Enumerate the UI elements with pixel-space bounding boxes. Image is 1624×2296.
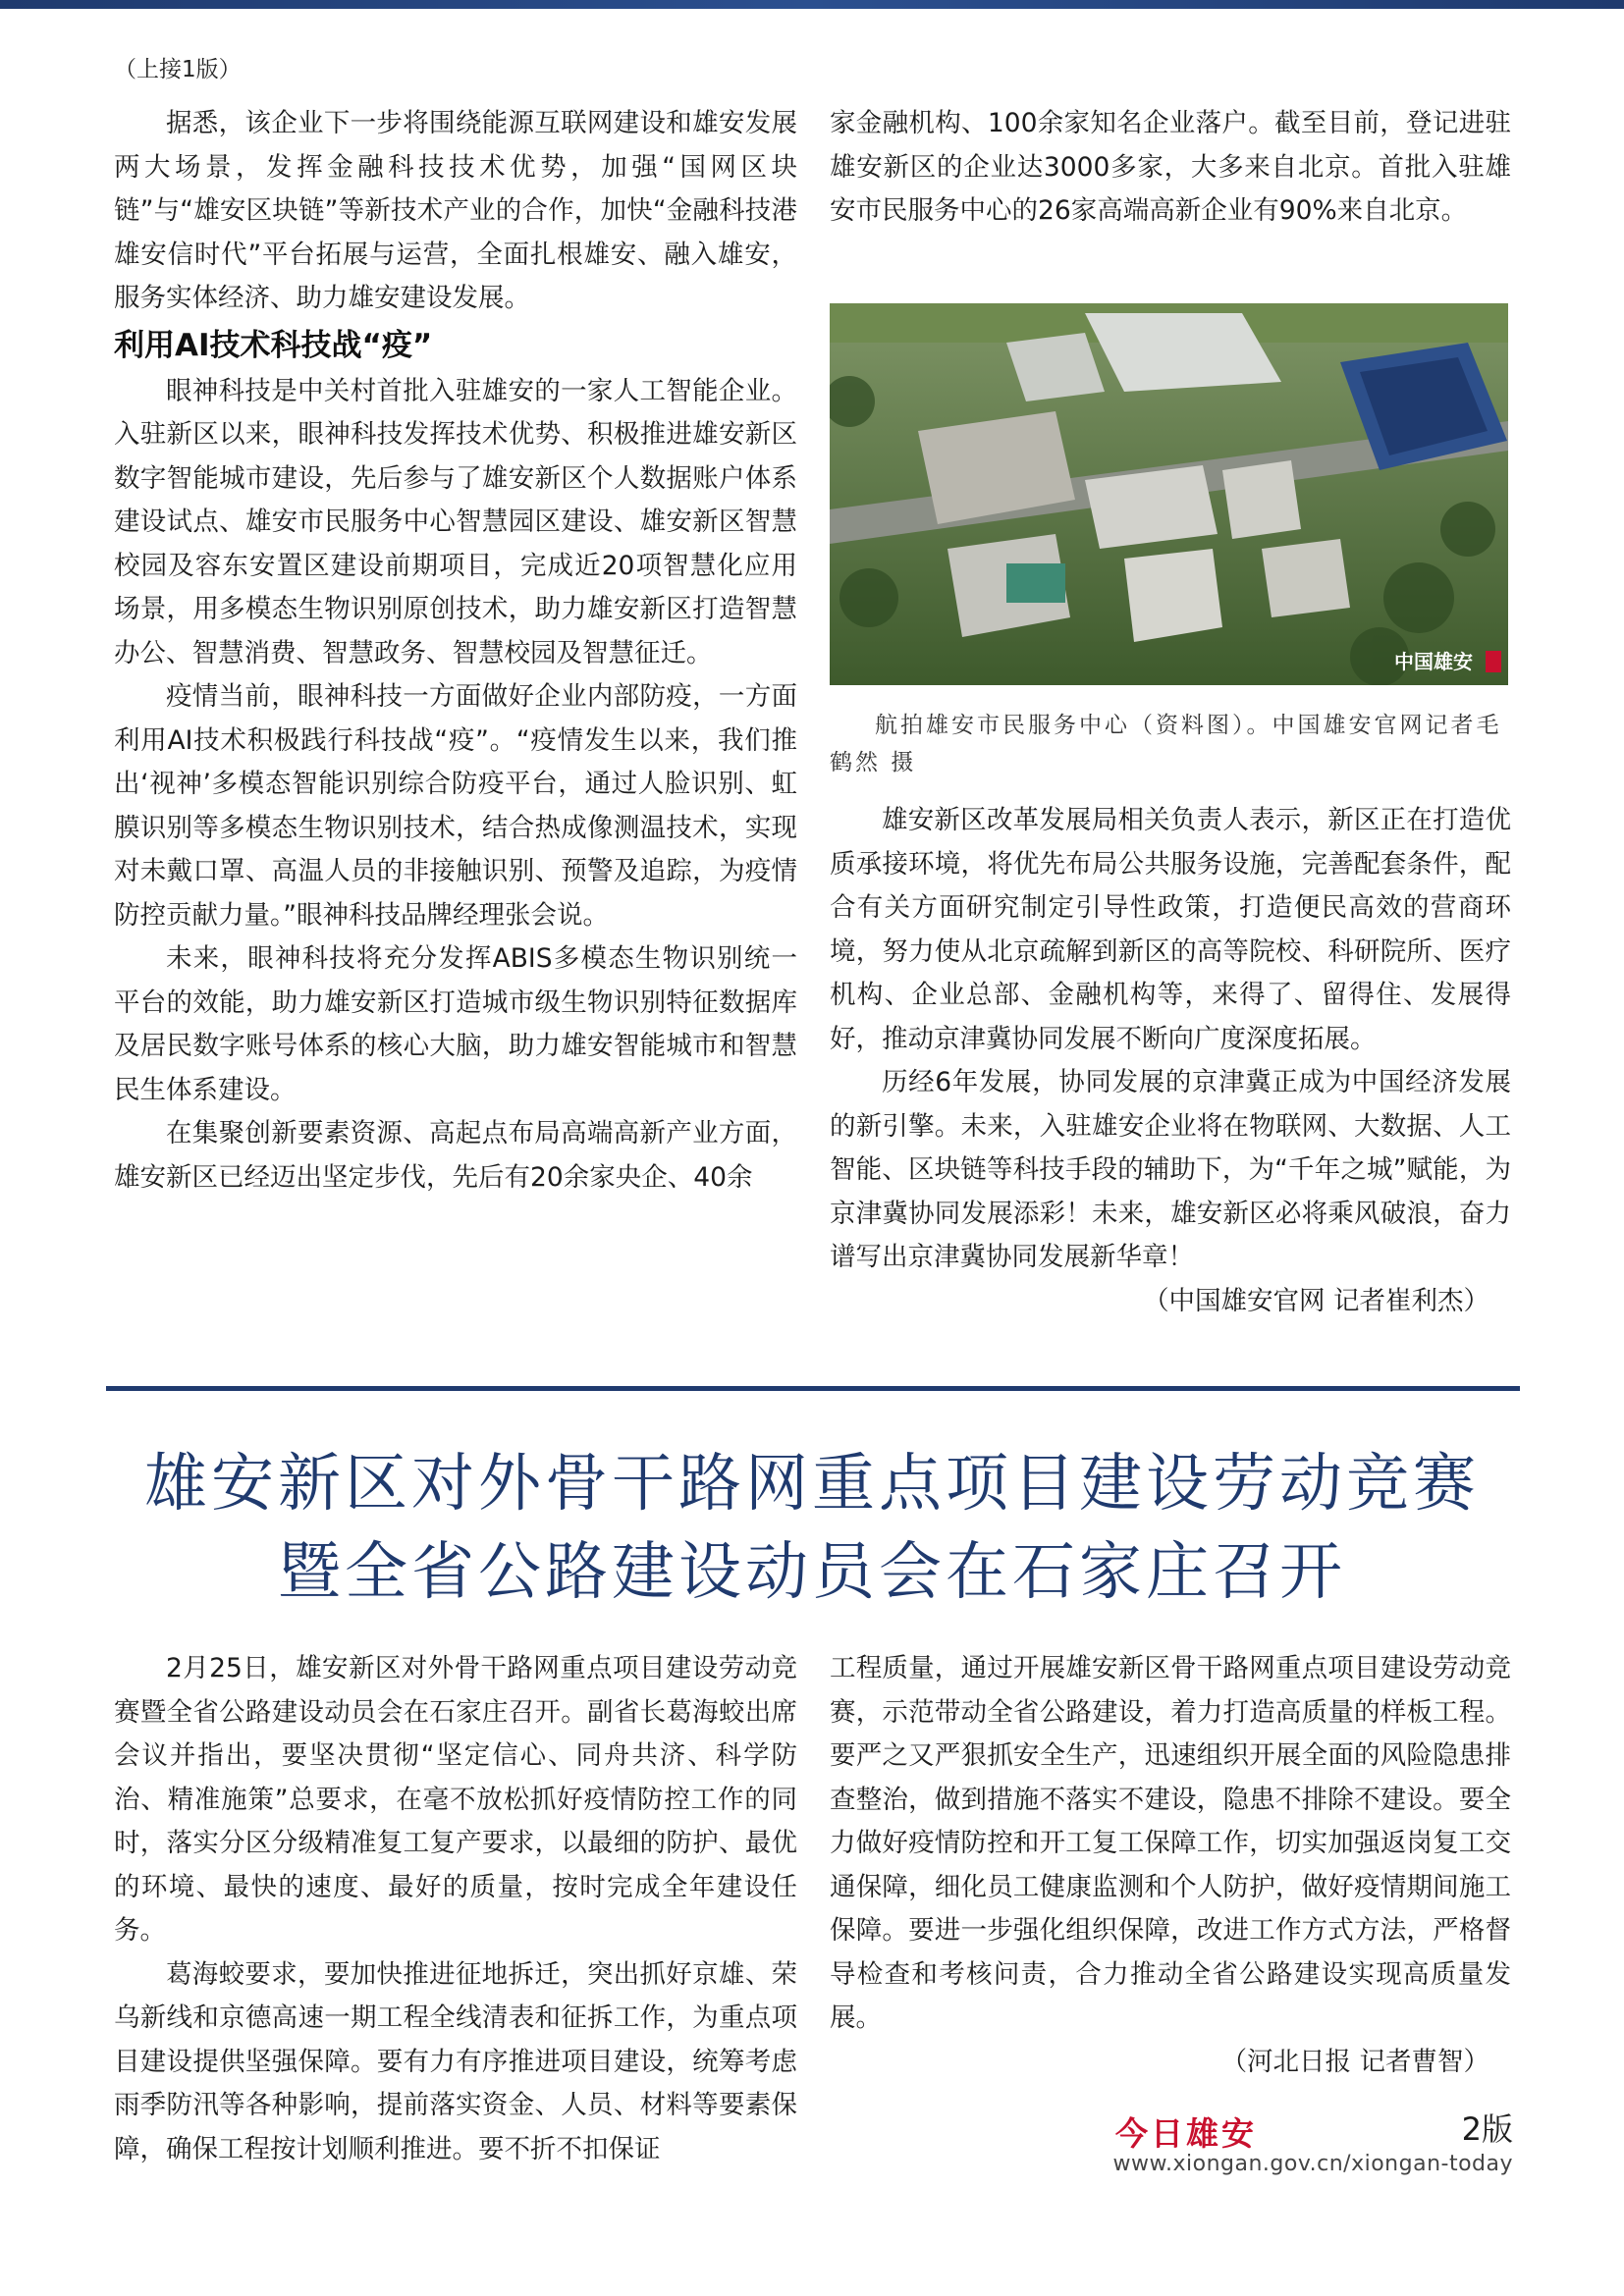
aerial-photo: [830, 303, 1508, 685]
paragraph: 历经6年发展，协同发展的京津冀正成为中国经济发展的新引擎。未来，入驻雄安企业将在物联网、大数据、人工智能、区块链等科技手段的辅助下，为“千年之城”赋能，为京津冀协同发展添彩！未来，雄安新区必将乘风破浪，奋力谱写出京津冀协同发展新华章！: [830, 1067, 1511, 1272]
article1-right-column-top: [830, 102, 1511, 234]
photo-caption: 航拍雄安市民服务中心（资料图）。中国雄安官网记者毛鹤然 摄: [830, 713, 1502, 775]
article1-right-column-bottom: [830, 799, 1511, 1323]
section-divider: [106, 1386, 1520, 1391]
article2-left-column: [114, 1647, 797, 2171]
article2-right-column: [830, 1647, 1511, 2084]
byline: （河北日报 记者曹智）: [1220, 2046, 1489, 2077]
newspaper-logo: 今日雄安: [1115, 2114, 1257, 2153]
paragraph: 据悉，该企业下一步将围绕能源互联网建设和雄安发展两大场景，发挥金融科技技术优势，加强“国网区块链”与“雄安区块链”等新技术产业的合作，加快“金融科技港雄安信时代”平台拓展与运营，全面扎根雄安、融入雄安，服务实体经济、助力雄安建设发展。: [114, 108, 797, 313]
footer-url[interactable]: www.xiongan.gov.cn/xiongan-today: [1112, 2152, 1513, 2176]
watermark-seal: [1486, 651, 1501, 672]
continuation-note: （上接1版）: [114, 57, 242, 82]
byline: （中国雄安官网 记者崔利杰）: [1143, 1285, 1489, 1316]
paragraph: 眼神科技是中关村首批入驻雄安的一家人工智能企业。入驻新区以来，眼神科技发挥技术优势、积极推进雄安新区数字智能城市建设，先后参与了雄安新区个人数据账户体系建设试点、雄安市民服务中心智慧园区建设、雄安新区智慧校园及容东安置区建设前期项目，完成近20项智慧化应用场景，用多模态生物识别原创技术，助力雄安新区打造智慧办公、智慧消费、智慧政务、智慧校园及智慧征迁。: [114, 375, 797, 668]
page-number: 2版: [1461, 2110, 1513, 2148]
subheading: 利用AI技术科技战“疫”: [114, 327, 433, 363]
paragraph: 在集聚创新要素资源、高起点布局高端高新产业方面，雄安新区已经迈出坚定步伐，先后有20余家央企、40余: [114, 1118, 797, 1193]
aerial-photo-illustration: [830, 303, 1508, 685]
top-color-bar: [0, 0, 1624, 9]
headline-line-2: 暨全省公路建设动员会在石家庄召开: [278, 1536, 1346, 1609]
article1-left-column: [114, 102, 797, 1200]
paragraph: 雄安新区改革发展局相关负责人表示，新区正在打造优质承接环境，将优先布局公共服务设施，完善配套条件，配合有关方面研究制定引导性政策，打造便民高效的营商环境，努力使从北京疏解到新区的高等院校、科研院所、医疗机构、企业总部、金融机构等，来得了、留得住、发展得好，推动京津冀协同发展不断向广度深度拓展。: [830, 805, 1511, 1054]
headline-line-1: 雄安新区对外骨干路网重点项目建设劳动竞赛: [144, 1448, 1480, 1521]
paragraph: 葛海蛟要求，要加快推进征地拆迁，突出抓好京雄、荣乌新线和京德高速一期工程全线清表和征拆工作，为重点项目建设提供坚强保障。要有力有序推进项目建设，统筹考虑雨季防汛等各种影响，提前落实资金、人员、材料等要素保障，确保工程按计划顺利推进。要不折不扣保证: [114, 1958, 797, 2164]
paragraph: 2月25日，雄安新区对外骨干路网重点项目建设劳动竞赛暨全省公路建设动员会在石家庄召开。副省长葛海蛟出席会议并指出，要坚决贯彻“坚定信心、同舟共济、科学防治、精准施策”总要求，在毫不放松抓好疫情防控工作的同时，落实分区分级精准复工复产要求，以最细的防护、最优的环境、最快的速度、最好的质量，按时完成全年建设任务。: [114, 1653, 797, 1946]
paragraph: 未来，眼神科技将充分发挥ABIS多模态生物识别统一平台的效能，助力雄安新区打造城市级生物识别特征数据库及居民数字账号体系的核心大脑，助力雄安智能城市和智慧民生体系建设。: [114, 943, 797, 1105]
paragraph: 疫情当前，眼神科技一方面做好企业内部防疫，一方面利用AI技术积极践行科技战“疫”。“疫情发生以来，我们推出‘视神’多模态智能识别综合防疫平台，通过人脸识别、虹膜识别等多模态生物识别技术，结合热成像测温技术，实现对未戴口罩、高温人员的非接触识别、预警及追踪，为疫情防控贡献力量。”眼神科技品牌经理张会说。: [114, 681, 797, 931]
paragraph: 工程质量，通过开展雄安新区骨干路网重点项目建设劳动竞赛，示范带动全省公路建设，着力打造高质量的样板工程。要严之又严狠抓安全生产，迅速组织开展全面的风险隐患排查整治，做到措施不落实不建设，隐患不排除不建设。要全力做好疫情防控和开工复工保障工作，切实加强返岗复工交通保障，细化员工健康监测和个人防护，做好疫情期间施工保障。要进一步强化组织保障，改进工作方式方法，严格督导检查和考核问责，合力推动全省公路建设实现高质量发展。: [830, 1653, 1511, 2033]
photo-watermark: 中国雄安: [1394, 650, 1473, 673]
paragraph: 家金融机构、100余家知名企业落户。截至目前，登记进驻雄安新区的企业达3000多家，大多来自北京。首批入驻雄安市民服务中心的26家高端高新企业有90%来自北京。: [830, 108, 1511, 226]
